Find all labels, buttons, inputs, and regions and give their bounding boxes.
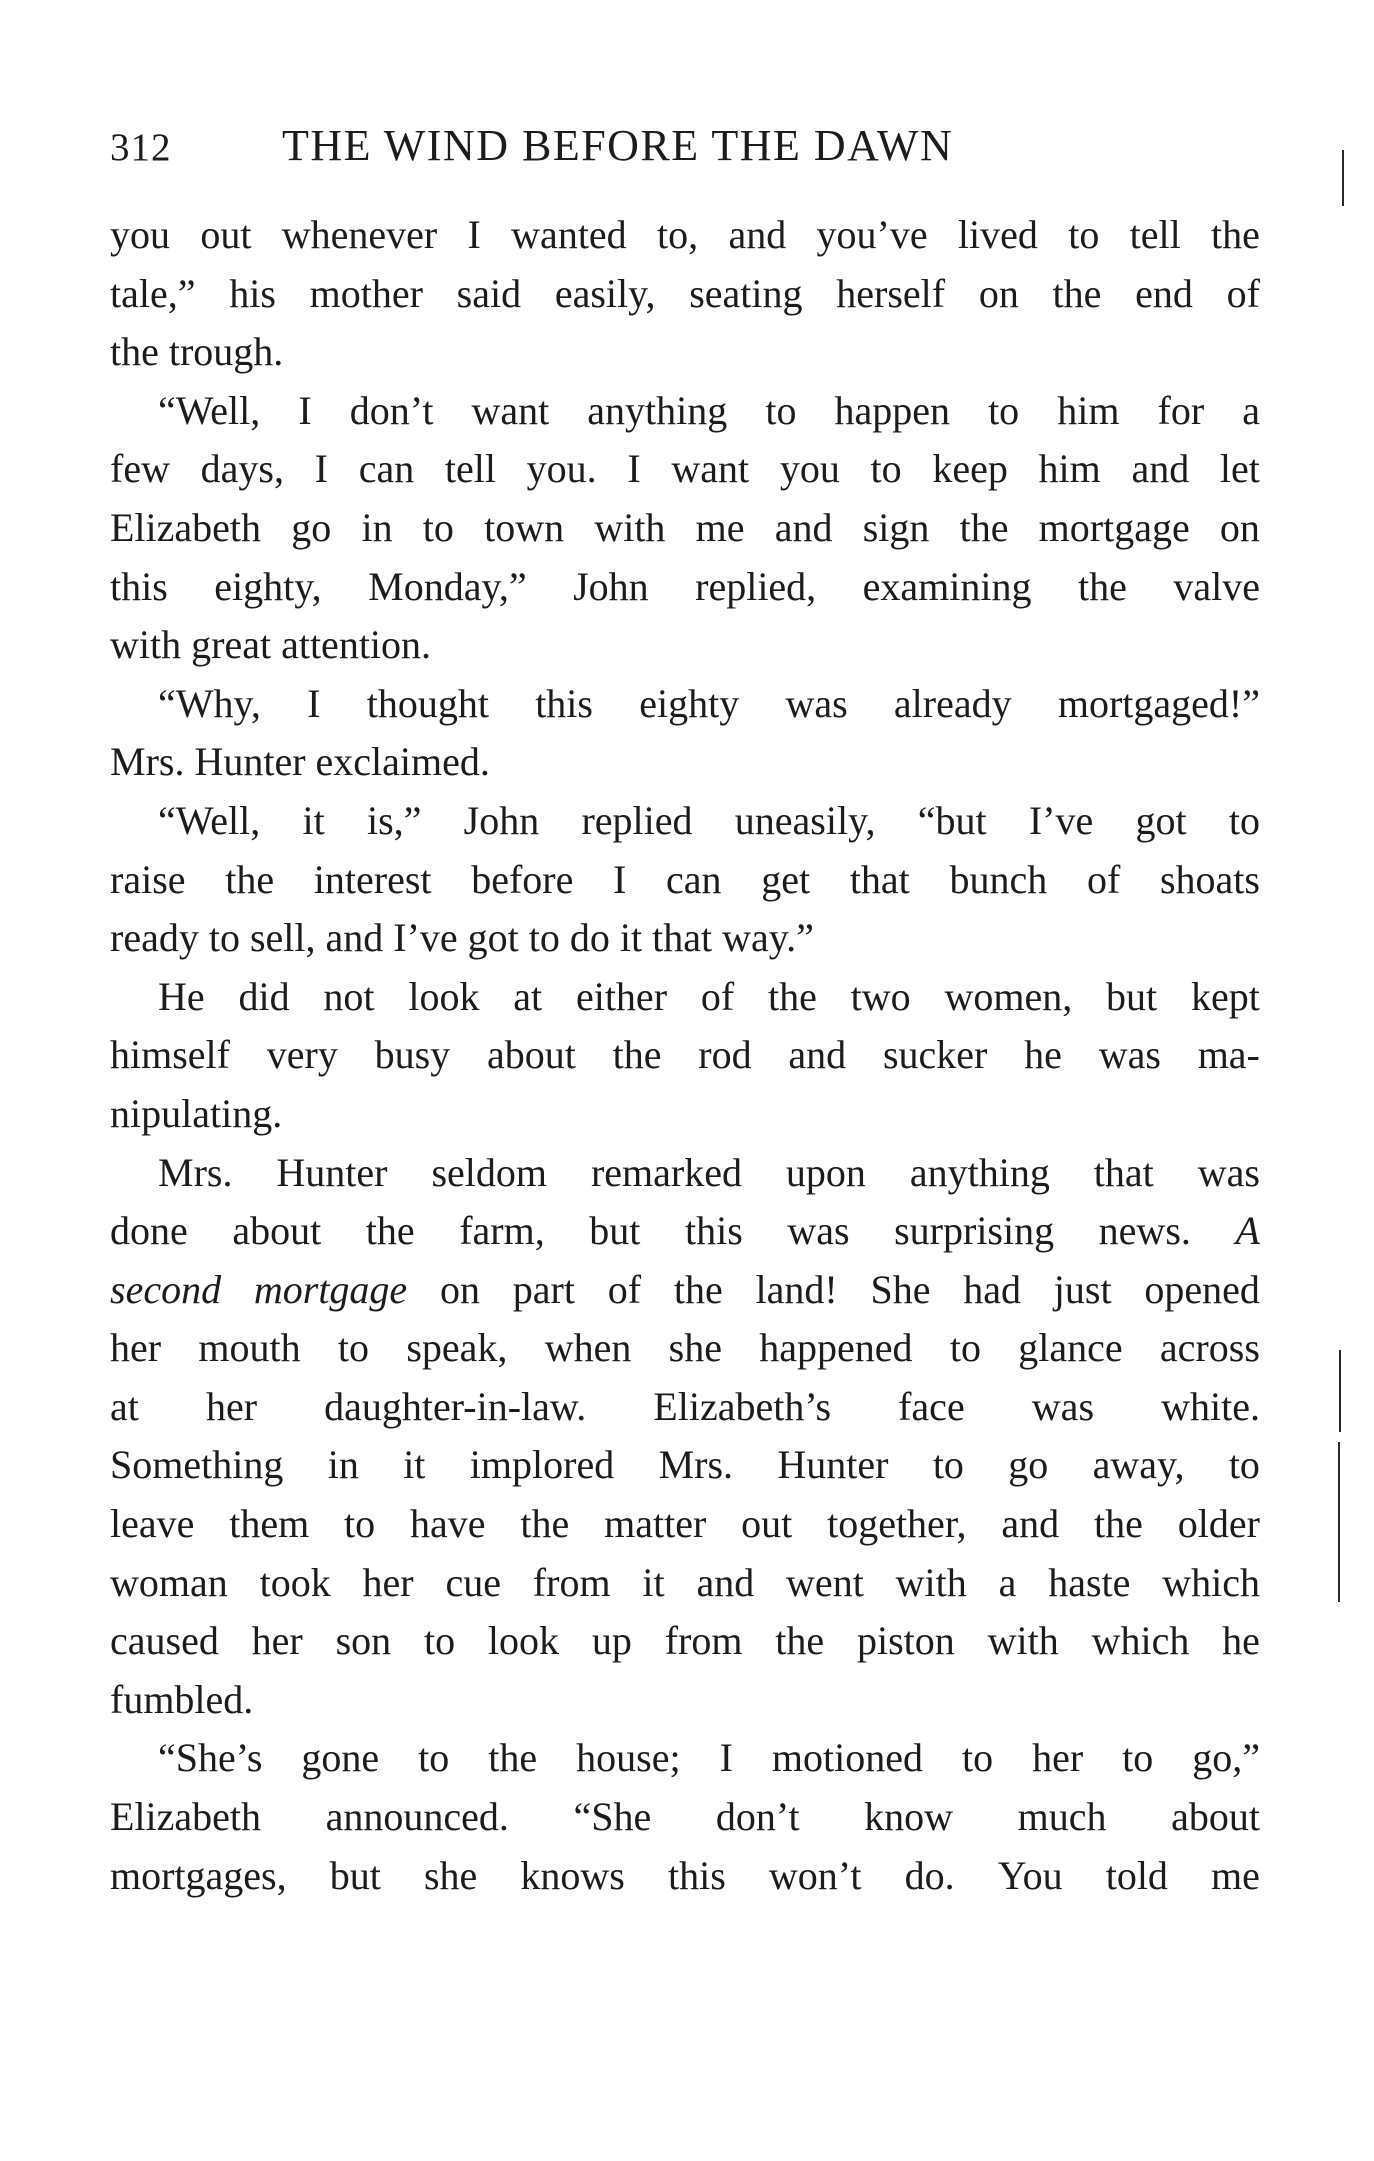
text-line: fumbled. (110, 1676, 254, 1722)
text-line: ready to sell, and I’ve got to do it that way.” (110, 915, 814, 961)
page-number: 312 (110, 126, 172, 169)
paragraph (110, 968, 1260, 1144)
text-line: caused her son to look up from the piston with which he (110, 1618, 1260, 1664)
text-line: tale,” his mother said easily, seating herself on the end of (110, 270, 1260, 316)
text-line: “She’s gone to the house; I motioned to her to go,” (158, 1735, 1260, 1781)
text-line: Elizabeth go in to town with me and sign the mortgage on (110, 504, 1260, 550)
text-line: Elizabeth announced. “She don’t know much about (110, 1794, 1260, 1840)
text-line: “Why, I thought this eighty was already mortgaged!” (158, 680, 1260, 726)
text-line: the trough. (110, 329, 284, 375)
paragraph (110, 1144, 1260, 1730)
scan-margin-mark (1342, 150, 1344, 206)
text-line: Mrs. Hunter exclaimed. (110, 739, 490, 785)
text-line: done about the farm, but this was surprising news. A (110, 1208, 1260, 1254)
text-line: few days, I can tell you. I want you to keep him and let (110, 446, 1260, 492)
scan-margin-mark (1338, 1442, 1340, 1602)
running-header (110, 120, 1270, 180)
text-line: “Well, I don’t want anything to happen to him for a (158, 387, 1260, 433)
paragraph (110, 675, 1260, 792)
text-line: mortgages, but she knows this won’t do. You told me (110, 1852, 1260, 1898)
text-line: this eighty, Monday,” John replied, examining the valve (110, 563, 1260, 609)
text-line: raise the interest before I can get that bunch of shoats (110, 856, 1260, 902)
body-text (110, 206, 1260, 1905)
text-line: leave them to have the matter out together, and the older (110, 1501, 1260, 1547)
text-line: second mortgage on part of the land! She had just opened (110, 1266, 1260, 1312)
text-line: nipulating. (110, 1090, 283, 1136)
paragraph (110, 382, 1260, 675)
paragraph (110, 1729, 1260, 1905)
text-line: Something in it implored Mrs. Hunter to go away, to (110, 1442, 1260, 1488)
text-line: Mrs. Hunter seldom remarked upon anything that was (158, 1149, 1260, 1195)
text-line: He did not look at either of the two women, but kept (158, 973, 1260, 1019)
text-line: with great attention. (110, 622, 432, 668)
text-line: himself very busy about the rod and sucker he was ma- (110, 1032, 1260, 1078)
text-line: woman took her cue from it and went with a haste which (110, 1559, 1260, 1605)
scan-margin-mark (1339, 1350, 1341, 1432)
text-line: “Well, it is,” John replied uneasily, “but I’ve got to (158, 797, 1260, 843)
running-title: THE WIND BEFORE THE DAWN (282, 121, 954, 170)
text-line: her mouth to speak, when she happened to glance across (110, 1325, 1260, 1371)
text-line: you out whenever I wanted to, and you’ve lived to tell the (110, 212, 1260, 257)
paragraph (110, 792, 1260, 968)
paragraph (110, 206, 1260, 382)
text-line: at her daughter-in-law. Elizabeth’s face was white. (110, 1383, 1260, 1429)
